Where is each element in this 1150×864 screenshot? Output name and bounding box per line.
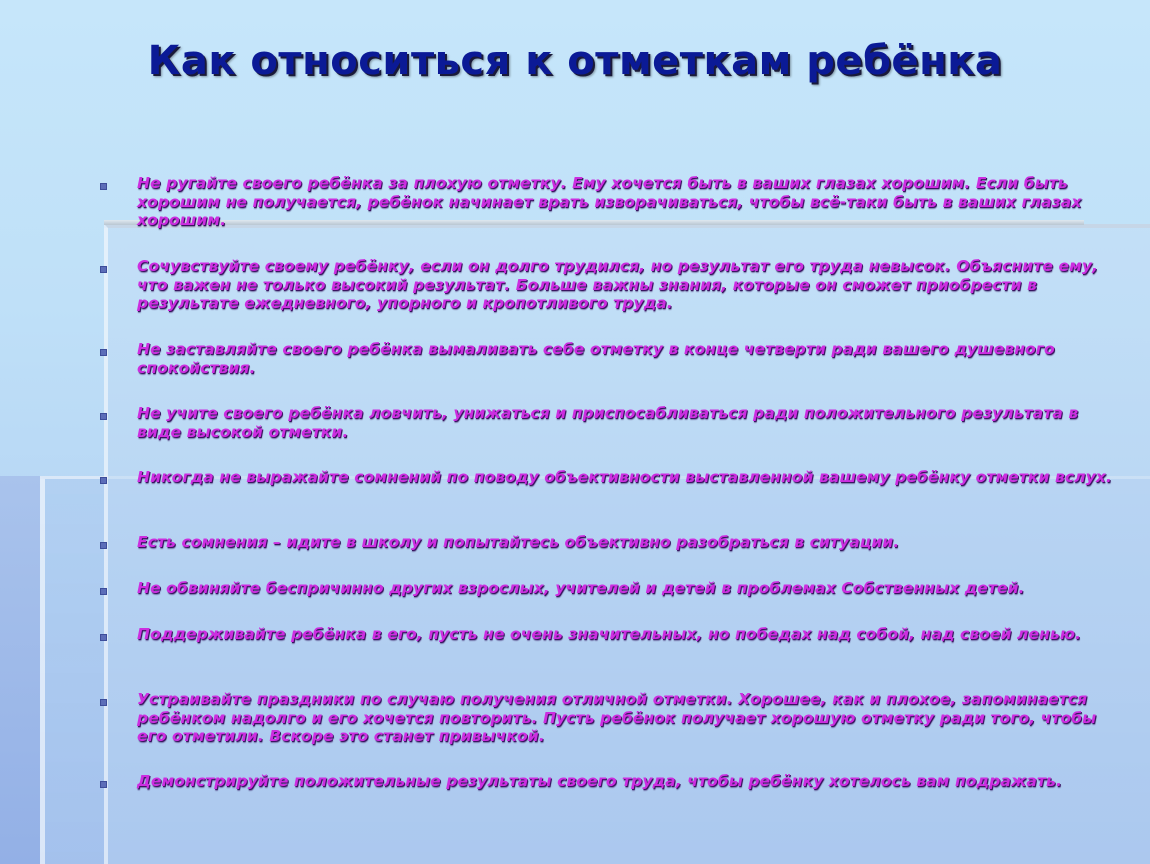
square-bullet-icon xyxy=(100,477,107,484)
square-bullet-icon xyxy=(100,588,107,595)
list-item-text: Сочувствуйте своему ребёнку, если он долго трудился, но результат его труда невысок. Объясните ему, что важен не только высокий результат. Больше важны знания, которые он сможет приобрести в результате ежедневного, упорного и кропотливого труда. xyxy=(137,257,1099,312)
square-bullet-icon xyxy=(100,266,107,273)
background-side-shade xyxy=(0,476,40,864)
list-item-text: Не ругайте своего ребёнка за плохую отметку. Ему хочется быть в ваших глазах хорошим. Если быть хорошим не получается, ребёнок начинает врать изворачиваться, чтобы всё-таки быть в ваших глазах хорошим. xyxy=(137,174,1082,229)
list-item-text: Есть сомнения – идите в школу и попытайтесь объективно разобраться в ситуации. xyxy=(137,533,900,551)
list-item-text: Устраивайте праздники по случаю получения отличной отметки. Хорошее, как и плохое, запоминается ребёнком надолго и его хочется повторить. Пусть ребёнок получает хорошую отметку ради того, чтобы его отметили. Вскоре это станет привычкой. xyxy=(137,690,1097,745)
list-item-text: Демонстрируйте положительные результаты своего труда, чтобы ребёнку хотелось вам подражать. xyxy=(137,772,1062,790)
slide-title: Как относиться к отметкам ребёнка xyxy=(147,38,1003,84)
list-item-text: Не заставляйте своего ребёнка вымаливать себе отметку в конце четверти ради вашего душевного спокойствия. xyxy=(137,340,1055,377)
list-item-text: Никогда не выражайте сомнений по поводу объективности выставленной вашему ребёнку отметки вслух. xyxy=(137,468,1112,486)
square-bullet-icon xyxy=(100,413,107,420)
square-bullet-icon xyxy=(100,542,107,549)
list-item-text: Поддерживайте ребёнка в его, пусть не очень значительных, но победах над собой, над своей ленью. xyxy=(137,625,1081,643)
square-bullet-icon xyxy=(100,349,107,356)
square-bullet-icon xyxy=(100,781,107,788)
square-bullet-icon xyxy=(100,183,107,190)
square-bullet-icon xyxy=(100,699,107,706)
list-item-text: Не учите своего ребёнка ловчить, унижаться и приспосабливаться ради положительного результата в виде высокой отметки. xyxy=(137,404,1079,441)
square-bullet-icon xyxy=(100,634,107,641)
list-item-text: Не обвиняйте беспричинно других взрослых, учителей и детей в проблемах Собственных детей. xyxy=(137,579,1025,597)
